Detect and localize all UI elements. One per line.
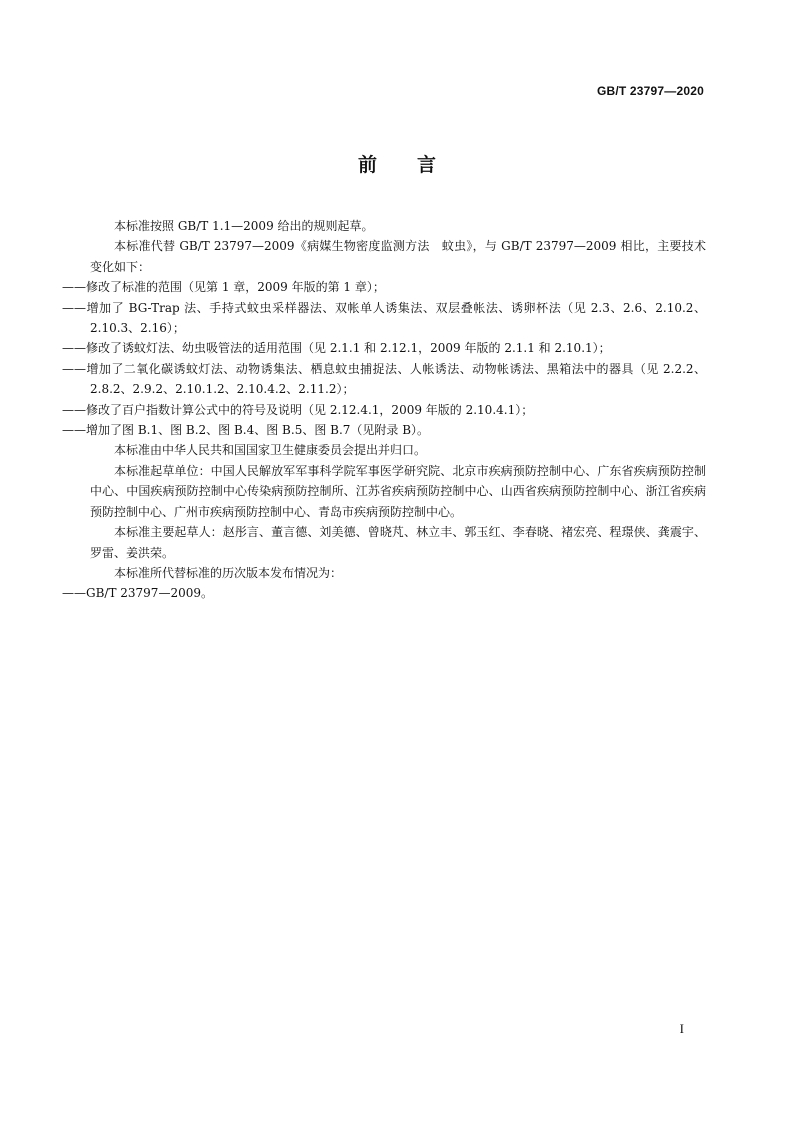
page-number: I	[679, 1021, 684, 1036]
paragraph-history: 本标准所代替标准的历次版本发布情况为：	[114, 565, 343, 580]
change-item: ——修改了诱蚊灯法、幼虫吸管法的适用范围（见 2.1.1 和 2.12.1，2009 年版的 2.1.1 和 2.10.1）；	[62, 341, 611, 356]
change-item: ——修改了百户指数计算公式中的符号及说明（见 2.12.4.1，2009 年版的 2.10.4.1）；	[62, 402, 534, 417]
paragraph-drafting-rules: 本标准按照 GB/T 1.1—2009 给出的规则起草。	[114, 219, 374, 233]
paragraph-drafting-units: 本标准起草单位：中国人民解放军军事科学院军事医学研究院、北京市疾病预防控制中心、广东省疾病预防控制中心、中国疾病预防控制中心传染病预防控制所、江苏省疾病预防控制中心、山西省疾病预防控制中心、浙江省疾病预防控制中心、广州市疾病预防控制中心、青岛市疾病预防控制中心。	[90, 463, 706, 519]
standard-code: GB/T 23797—2020	[596, 84, 704, 98]
page-title	[0, 150, 794, 177]
page-title-char-1: 前	[357, 154, 377, 176]
history-item: ——GB/T 23797—2009。	[62, 586, 213, 601]
change-item: ——增加了二氧化碳诱蚊灯法、动物诱集法、栖息蚊虫捕捉法、人帐诱法、动物帐诱法、黑箱法中的器具（见 2.2.2、2.8.2、2.9.2、2.10.1.2、2.10.4.2、2.11.2）；	[62, 361, 706, 397]
foreword-content	[62, 216, 706, 604]
change-item: ——增加了 BG-Trap 法、手持式蚊虫采样器法、双帐单人诱集法、双层叠帐法、诱卵杯法（见 2.3、2.6、2.10.2、2.10.3、2.16）；	[62, 300, 706, 336]
paragraph-drafters: 本标准主要起草人：赵彤言、董言德、刘美德、曾晓芃、林立丰、郭玉红、李春晓、褚宏亮、程璟侠、龚震宇、罗雷、姜洪荣。	[90, 525, 706, 560]
change-item: ——修改了标准的范围（见第 1 章，2009 年版的第 1 章）；	[62, 280, 385, 295]
paragraph-proposer: 本标准由中华人民共和国国家卫生健康委员会提出并归口。	[114, 443, 427, 458]
paragraph-replacement: 本标准代替 GB/T 23797—2009《病媒生物密度监测方法 蚊虫》，与 GB/T 23797—2009 相比，主要技术变化如下：	[90, 239, 706, 274]
change-item: ——增加了图 B.1、图 B.2、图 B.4、图 B.5、图 B.7（见附录 B）。	[62, 423, 430, 438]
page-title-char-2: 言	[417, 154, 437, 176]
